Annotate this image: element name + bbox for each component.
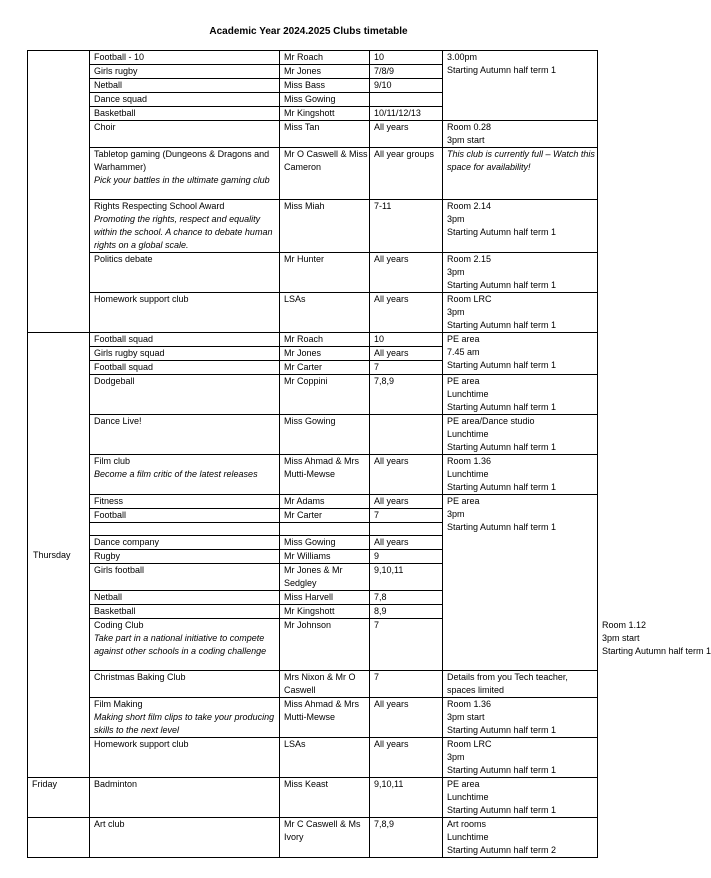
info-line: 3pm <box>447 214 465 224</box>
info-line: Room LRC <box>447 294 492 304</box>
info-cell <box>443 495 598 671</box>
day-cell-friday: Friday <box>28 778 90 818</box>
info-line: Lunchtime <box>447 389 489 399</box>
info-line: 3pm <box>447 509 465 519</box>
years-cell: 10 <box>370 333 443 347</box>
club-cell: Badminton <box>90 778 280 818</box>
table-row <box>28 200 598 253</box>
years-cell <box>370 523 443 536</box>
info-line: 3pm <box>447 307 465 317</box>
teacher-cell: LSAs <box>280 293 370 333</box>
info-cell <box>443 51 598 121</box>
club-description: Become a film critic of the latest releases <box>94 469 258 479</box>
info-line: Starting Autumn half term 1 <box>447 805 557 815</box>
club-cell: Girls rugby squad <box>90 347 280 361</box>
info-line: Lunchtime <box>447 429 489 439</box>
teacher-cell: Miss Ahmad & Mrs Mutti-Mewse <box>280 455 370 495</box>
club-name: Rights Respecting School Award <box>94 201 225 211</box>
info-line: Room 2.15 <box>447 254 492 264</box>
info-line: 3pm start <box>447 135 485 145</box>
teacher-cell: Mr Kingshott <box>280 107 370 121</box>
club-cell: Girls rugby <box>90 65 280 79</box>
club-cell: Basketball <box>90 605 280 619</box>
years-cell: 9/10 <box>370 79 443 93</box>
info-cell <box>443 253 598 293</box>
club-cell <box>90 698 280 738</box>
years-cell <box>370 415 443 455</box>
info-line: Starting Autumn half term 1 <box>447 725 557 735</box>
years-cell <box>370 93 443 107</box>
day-cell-thursday: Thursday <box>28 333 90 778</box>
teacher-cell: Miss Tan <box>280 121 370 148</box>
club-cell: Football <box>90 509 280 523</box>
club-name: Coding Club <box>94 620 144 630</box>
table-row <box>28 455 598 495</box>
club-cell: Football - 10 <box>90 51 280 65</box>
club-description: Pick your battles in the ultimate gaming club <box>94 175 270 185</box>
table-row: Coding Club Take part in a national initiative to compete against other schools in a coding challenge Mr Johnson 7 Room 1.12 3pm start Starting Autumn half term 1 <box>28 619 598 671</box>
club-cell: Dance squad <box>90 93 280 107</box>
info-line: PE area <box>447 334 480 344</box>
info-cell <box>443 738 598 778</box>
table-row <box>28 818 598 858</box>
table-row <box>28 698 598 738</box>
info-line: 7.45 am <box>447 347 480 357</box>
teacher-cell: Miss Harvell <box>280 591 370 605</box>
table-row <box>28 738 598 778</box>
table-row <box>28 671 598 698</box>
info-cell <box>443 121 598 148</box>
club-cell: Netball <box>90 591 280 605</box>
table-row <box>28 148 598 200</box>
info-line: PE area <box>447 779 480 789</box>
info-line: 3pm start <box>447 712 485 722</box>
club-cell: Politics debate <box>90 253 280 293</box>
club-name: Film Making <box>94 699 143 709</box>
teacher-cell: LSAs <box>280 738 370 778</box>
info-line: Room LRC <box>447 739 492 749</box>
info-line: Room 1.36 <box>447 699 492 709</box>
teacher-cell: Miss Gowing <box>280 536 370 550</box>
years-cell: All years <box>370 698 443 738</box>
club-cell <box>90 200 280 253</box>
info-line: PE area <box>447 376 480 386</box>
club-name: Tabletop gaming (Dungeons & Dragons and Warhammer) <box>94 149 270 172</box>
teacher-cell: Miss Ahmad & Mrs Mutti-Mewse <box>280 698 370 738</box>
info-cell <box>443 415 598 455</box>
club-cell: Christmas Baking Club <box>90 671 280 698</box>
club-cell: Football squad <box>90 361 280 375</box>
teacher-cell: Mr Roach <box>280 333 370 347</box>
info-line: 3pm <box>447 267 465 277</box>
table-row <box>28 51 598 65</box>
years-cell: 7 <box>370 671 443 698</box>
teacher-cell: Miss Gowing <box>280 415 370 455</box>
years-cell: All years <box>370 738 443 778</box>
teacher-cell: Mr Hunter <box>280 253 370 293</box>
info-cell: Details from you Tech teacher, spaces limited <box>443 671 598 698</box>
club-cell: Dance Live! <box>90 415 280 455</box>
club-name: Film club <box>94 456 131 466</box>
table-row <box>28 333 598 347</box>
years-cell: All year groups <box>370 148 443 200</box>
info-cell <box>443 375 598 415</box>
info-line: Starting Autumn half term 1 <box>447 227 557 237</box>
years-cell: 7,8,9 <box>370 375 443 415</box>
club-description: Take part in a national initiative to compete against other schools in a coding challenge <box>94 633 267 656</box>
teacher-cell: Mr Jones & Mr Sedgley <box>280 564 370 591</box>
teacher-cell: Mr Adams <box>280 495 370 509</box>
years-cell: All years <box>370 455 443 495</box>
info-cell <box>443 698 598 738</box>
info-line: Starting Autumn half term 1 <box>447 320 557 330</box>
years-cell: 10/11/12/13 <box>370 107 443 121</box>
club-cell: Dodgeball <box>90 375 280 415</box>
teacher-cell: Mr Coppini <box>280 375 370 415</box>
club-cell <box>90 523 280 536</box>
teacher-cell: Mr Jones <box>280 65 370 79</box>
info-line: PE area/Dance studio <box>447 416 535 426</box>
table-row <box>28 293 598 333</box>
teacher-cell: Mr Carter <box>280 509 370 523</box>
club-cell <box>90 148 280 200</box>
years-cell: All years <box>370 536 443 550</box>
table-row <box>28 415 598 455</box>
info-cell <box>443 455 598 495</box>
info-line: Starting Autumn half term 2 <box>447 845 557 855</box>
club-cell: Football squad <box>90 333 280 347</box>
years-cell: 7 <box>370 619 443 671</box>
table-row <box>28 253 598 293</box>
teacher-cell: Mr Roach <box>280 51 370 65</box>
day-cell <box>28 818 90 858</box>
info-line: Starting Autumn half term 1 <box>447 65 557 75</box>
years-cell: All years <box>370 121 443 148</box>
teacher-cell: Mr Williams <box>280 550 370 564</box>
info-line: Art rooms <box>447 819 487 829</box>
info-cell <box>443 293 598 333</box>
info-line: Lunchtime <box>447 792 489 802</box>
table-row <box>28 121 598 148</box>
club-cell: Netball <box>90 79 280 93</box>
years-cell: All years <box>370 253 443 293</box>
info-line: Starting Autumn half term 1 <box>447 522 557 532</box>
info-cell: This club is currently full – Watch this space for availability! <box>443 148 598 200</box>
info-line: Starting Autumn half term 1 <box>447 360 557 370</box>
club-cell: Fitness <box>90 495 280 509</box>
clubs-timetable <box>27 50 711 858</box>
teacher-cell <box>280 523 370 536</box>
teacher-cell: Mr Johnson <box>280 619 370 671</box>
info-line: PE area <box>447 496 480 506</box>
teacher-cell: Miss Miah <box>280 200 370 253</box>
teacher-cell: Mrs Nixon & Mr O Caswell <box>280 671 370 698</box>
years-cell: 8,9 <box>370 605 443 619</box>
info-line: Lunchtime <box>447 469 489 479</box>
info-cell <box>443 818 598 858</box>
club-description: Promoting the rights, respect and equality within the school. A chance to debate human rights on a global scale. <box>94 214 273 250</box>
teacher-cell: Miss Bass <box>280 79 370 93</box>
info-cell <box>443 333 598 375</box>
club-cell: Art club <box>90 818 280 858</box>
years-cell: 9,10,11 <box>370 778 443 818</box>
club-cell: Dance company <box>90 536 280 550</box>
years-cell: All years <box>370 495 443 509</box>
table-row <box>28 495 598 509</box>
teacher-cell: Miss Gowing <box>280 93 370 107</box>
info-cell <box>443 200 598 253</box>
club-cell: Choir <box>90 121 280 148</box>
table-row <box>28 375 598 415</box>
club-cell <box>90 619 280 671</box>
info-line: Room 1.36 <box>447 456 492 466</box>
teacher-cell: Mr O Caswell & Miss Cameron <box>280 148 370 200</box>
years-cell: All years <box>370 347 443 361</box>
years-cell: 10 <box>370 51 443 65</box>
info-line: Starting Autumn half term 1 <box>447 442 557 452</box>
club-cell: Rugby <box>90 550 280 564</box>
teacher-cell: Miss Keast <box>280 778 370 818</box>
years-cell: All years <box>370 293 443 333</box>
club-cell <box>90 455 280 495</box>
page-title: Academic Year 2024.2025 Clubs timetable <box>209 26 408 37</box>
years-cell: 9,10,11 <box>370 564 443 591</box>
teacher-cell: Mr Carter <box>280 361 370 375</box>
years-cell: 7,8,9 <box>370 818 443 858</box>
teacher-cell: Mr C Caswell & Ms Ivory <box>280 818 370 858</box>
info-line: Lunchtime <box>447 832 489 842</box>
club-cell: Basketball <box>90 107 280 121</box>
info-line: Starting Autumn half term 1 <box>447 402 557 412</box>
info-line: Room 2.14 <box>447 201 492 211</box>
years-cell: 7-11 <box>370 200 443 253</box>
years-cell: 9 <box>370 550 443 564</box>
info-line: Room 0.28 <box>447 122 492 132</box>
info-line: 3.00pm <box>447 52 478 62</box>
day-cell <box>28 51 90 333</box>
club-description: Making short film clips to take your producing skills to the next level <box>94 712 275 735</box>
info-cell <box>443 778 598 818</box>
years-cell: 7 <box>370 509 443 523</box>
table-row <box>28 778 598 818</box>
years-cell: 7,8 <box>370 591 443 605</box>
teacher-cell: Mr Kingshott <box>280 605 370 619</box>
teacher-cell: Mr Jones <box>280 347 370 361</box>
club-cell: Homework support club <box>90 293 280 333</box>
info-line: 3pm <box>447 752 465 762</box>
club-cell: Girls football <box>90 564 280 591</box>
years-cell: 7/8/9 <box>370 65 443 79</box>
info-line: Starting Autumn half term 1 <box>447 765 557 775</box>
info-line: Starting Autumn half term 1 <box>447 482 557 492</box>
info-line: Starting Autumn half term 1 <box>447 280 557 290</box>
club-cell: Homework support club <box>90 738 280 778</box>
years-cell: 7 <box>370 361 443 375</box>
